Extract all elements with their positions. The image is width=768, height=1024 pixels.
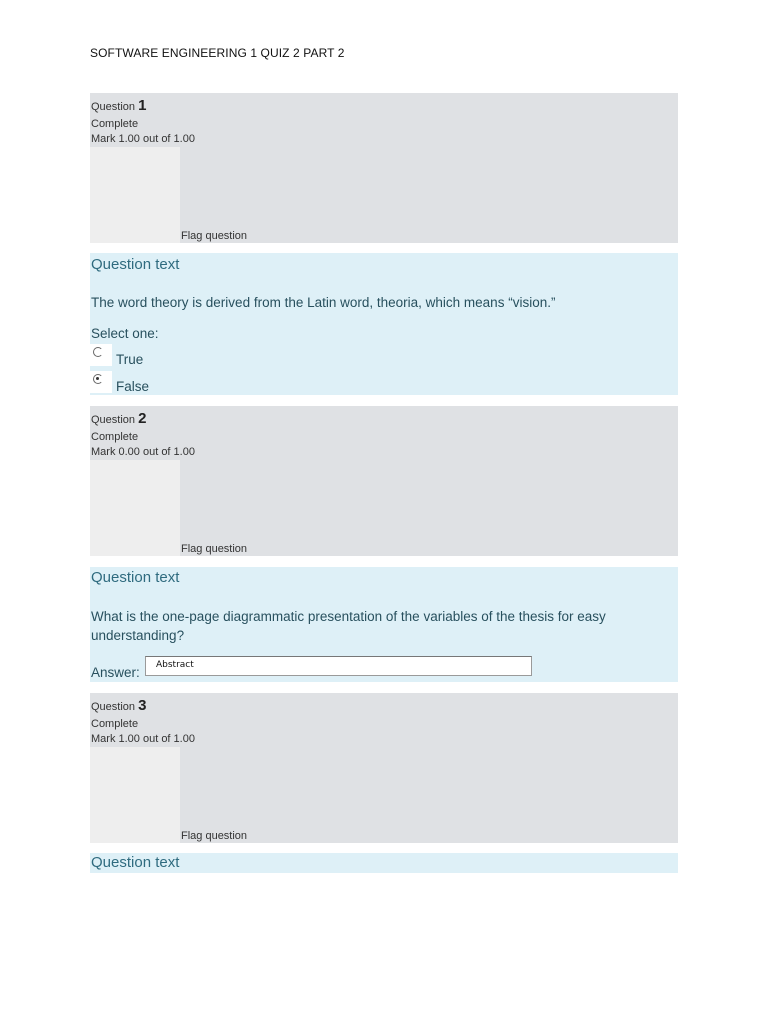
radio-true[interactable] xyxy=(90,344,112,366)
question-number: 1 xyxy=(138,97,147,114)
question-2-info xyxy=(90,406,678,556)
question-text: What is the one-page diagrammatic presentation of the variables of the thesis for easy understanding? xyxy=(91,609,606,643)
option-label: False xyxy=(116,378,150,394)
radio-false-selected[interactable] xyxy=(90,371,112,393)
radio-selected-dot-icon xyxy=(96,377,99,380)
question-text-heading: Question text xyxy=(91,569,180,586)
question-state: Complete xyxy=(91,118,139,130)
question-state: Complete xyxy=(91,718,139,730)
question-text-heading: Question text xyxy=(91,854,180,871)
flag-area xyxy=(90,460,180,556)
flag-area xyxy=(90,747,180,843)
question-grade: Mark 1.00 out of 1.00 xyxy=(91,133,195,145)
question-prefix: Question xyxy=(91,101,136,113)
answer-label: Answer: xyxy=(91,665,140,680)
option-label: True xyxy=(116,351,144,367)
question-number-line xyxy=(91,410,146,427)
question-number: 2 xyxy=(138,410,147,427)
radio-ring-icon xyxy=(93,347,103,357)
flag-area xyxy=(90,147,180,243)
question-prefix: Question xyxy=(91,414,136,426)
question-3-info xyxy=(90,693,678,843)
document-title: SOFTWARE ENGINEERING 1 QUIZ 2 PART 2 xyxy=(90,46,345,60)
answer-input[interactable]: Abstract xyxy=(145,656,532,676)
question-3-content xyxy=(90,853,678,873)
flag-question-link[interactable]: Flag question xyxy=(181,543,248,555)
question-state: Complete xyxy=(91,431,139,443)
question-1-info xyxy=(90,93,678,243)
flag-question-link[interactable]: Flag question xyxy=(181,830,248,842)
option-false[interactable] xyxy=(90,371,149,393)
question-text-heading: Question text xyxy=(91,256,180,273)
select-one-prompt: Select one: xyxy=(91,326,159,341)
question-1-content xyxy=(90,253,678,395)
question-grade: Mark 1.00 out of 1.00 xyxy=(91,733,195,745)
question-number: 3 xyxy=(138,697,147,714)
question-prefix: Question xyxy=(91,701,136,713)
question-2-content xyxy=(90,567,678,682)
option-true[interactable] xyxy=(90,344,143,366)
question-grade: Mark 0.00 out of 1.00 xyxy=(91,446,195,458)
flag-question-link[interactable]: Flag question xyxy=(181,230,248,242)
question-number-line xyxy=(91,97,146,114)
question-text: The word theory is derived from the Latin word, theoria, which means “vision.” xyxy=(91,295,556,310)
question-number-line xyxy=(91,697,146,714)
